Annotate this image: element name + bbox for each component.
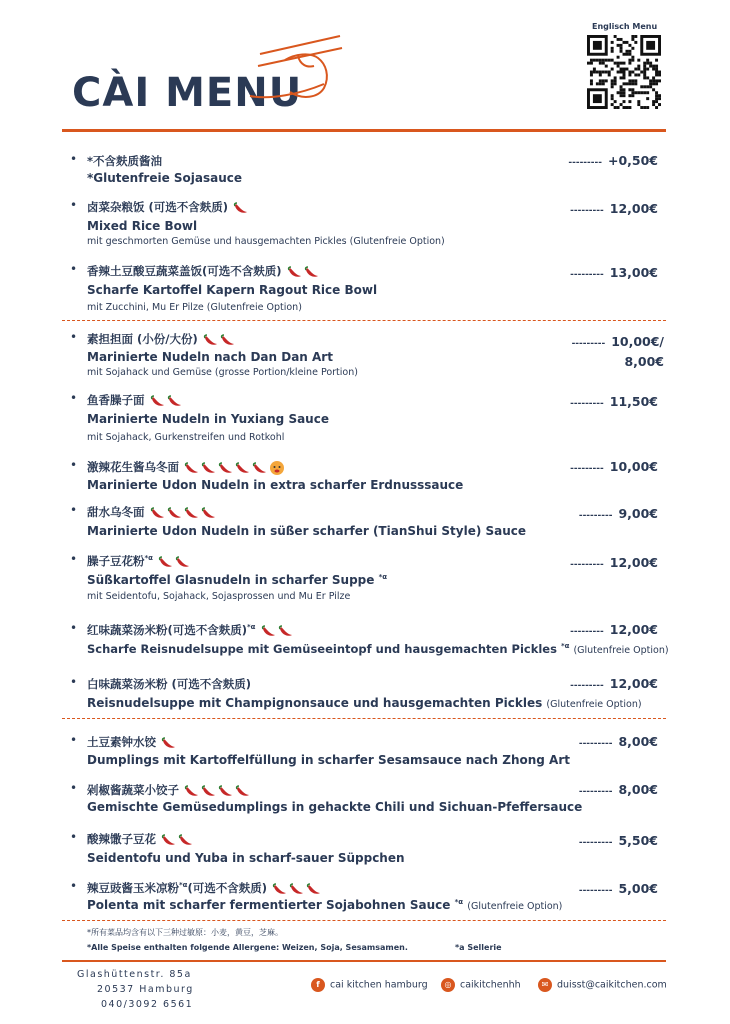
item-name-de [87,898,562,912]
chili-icon [184,785,200,797]
item-name-de [87,696,642,710]
chili-icon [235,785,251,797]
item-name-de-text: Marinierte Nudeln in Yuxiang Sauce [87,412,329,426]
chili-icon [203,334,219,346]
chili-icon [220,334,236,346]
allergen-note-de: *Alle Speise enthalten folgende Allergene: Weizen, Soja, Sesamsamen. [87,943,408,952]
item-name-zh [87,199,249,215]
item-name-de-text: Polenta mit scharfer fermentierter Sojabohnen Sauce [87,898,451,912]
allergen-mark: *α [378,573,388,581]
item-name-de [87,642,669,656]
item-name-de [87,800,582,814]
item-price [579,881,658,896]
item-name-de [87,219,197,233]
item-description: mit geschmorten Gemüse und hausgemachten Pickles (Glutenfreie Option) [87,236,445,247]
item-bullet: • [70,458,78,472]
item-name-zh [87,676,251,692]
footer-divider [62,960,666,962]
hot-face-emoji-icon [269,460,285,476]
item-description: mit Sojahack und Gemüse (grosse Portion/kleine Portion) [87,367,358,378]
item-bullet: • [70,621,78,635]
chili-icon [272,883,288,895]
instagram-label: caikitchenhh [460,979,521,991]
chili-icon [287,266,303,278]
price-leader: --------- [571,339,606,349]
chili-icon [201,507,217,519]
item-price [579,734,658,749]
item-price [568,153,658,168]
price-leader: --------- [570,464,604,474]
item-name-de-text: Seidentofu und Yuba in scharf-sauer Süppchen [87,851,405,865]
price-leader: --------- [570,627,604,637]
item-name-de [87,478,463,492]
facebook-label: cai kitchen hamburg [330,979,428,991]
chili-icon [178,834,194,846]
item-description: mit Zucchini, Mu Er Pilze (Glutenfreie Option) [87,302,302,313]
item-name-zh [87,153,162,169]
item-description: mit Sojahack, Gurkenstreifen und Rotkohl [87,432,285,443]
allergen-mark: *α [454,898,464,906]
item-bullet: • [70,391,78,405]
chili-icon [306,883,322,895]
chili-icon [167,395,183,407]
item-price [570,459,658,474]
qr-code-icon[interactable] [587,35,661,109]
item-price [570,201,658,216]
item-price-value: 8,00€ [618,734,658,749]
item-name-zh-text: 酸辣馓子豆花 [87,832,156,846]
item-name-zh-text: 土豆素钟水饺 [87,735,156,749]
item-name-zh [87,331,236,347]
item-name-zh-text: *不含麸质酱油 [87,154,163,168]
item-bullet: • [70,781,78,795]
chili-icon [304,266,320,278]
item-bullet: • [70,262,78,276]
item-name-zh-text: 甜水乌冬面 [87,505,145,519]
email-link[interactable] [538,978,667,992]
chili-icon [184,462,200,474]
item-name-de-text: Marinierte Udon Nudeln in extra scharfer Erdnusssauce [87,478,464,492]
item-price-value: 12,00€ [609,555,658,570]
item-name-de-text: Süßkartoffel Glasnudeln in scharfer Suppe [87,573,375,587]
item-name-zh-text: 臊子豆花粉 [87,554,145,568]
item-name-de-text: Marinierte Nudeln nach Dan Dan Art [87,350,333,364]
section-divider [62,920,666,921]
allergen-note-zh: *所有菜品均含有以下三种过敏原：小麦，黄豆，芝麻。 [87,928,283,937]
address-street: Glashüttenstr. 85a [77,969,192,980]
item-bullet: • [70,830,78,844]
item-price [572,333,664,371]
instagram-icon: ◎ [441,978,455,992]
item-name-de-text: Mixed Rice Bowl [87,219,198,233]
item-price-value: 8,00€ [618,782,658,797]
item-name-zh [87,831,194,847]
item-name-zh-text: 素担担面 (小份/大份) [87,332,198,346]
allergen-mark: *α [560,642,570,651]
item-price [570,622,658,637]
chili-icon [150,395,166,407]
item-name-zh-text: 红味蔬菜汤米粉(可选不含麸质) [87,623,248,637]
item-name-de [87,851,405,865]
chili-icon [201,785,217,797]
item-price-value: 12,00€ [609,676,658,691]
item-price-value: 11,50€ [609,394,658,409]
item-name-zh-text: 辣豆豉酱玉米凉粉 [87,881,179,895]
item-name-de [87,350,333,364]
allergen-mark: *α [247,623,256,632]
email-label: duisst@caikitchen.com [557,979,667,991]
chopsticks-hand-icon [240,34,350,104]
email-icon: ✉ [538,978,552,992]
item-name-zh [87,622,294,638]
item-bullet: • [70,675,78,689]
item-price-value: 12,00€ [609,622,658,637]
chili-icon [218,785,234,797]
chili-icon [167,507,183,519]
item-name-zh-tail: (可选不含麸质) [187,881,267,895]
chili-icon [158,556,174,568]
item-name-de-text: Scharfe Kartoffel Kapern Ragout Rice Bowl [87,283,378,297]
facebook-link[interactable] [311,978,428,992]
item-name-zh [87,263,320,279]
item-name-de-text: Dumplings mit Kartoffelfüllung in scharfer Sesamsauce nach Zhong Art [87,753,570,767]
chili-icon [150,507,166,519]
item-name-de [87,753,570,767]
item-price [570,265,658,280]
address-city: 20537 Hamburg [97,984,194,995]
item-name-zh-text: 香辣土豆酸豆蔬菜盖饭(可选不含麸质) [87,264,282,278]
allergen-mark: *α [179,881,188,890]
price-leader: --------- [578,739,613,749]
item-name-zh [87,553,191,569]
chili-icon [278,625,294,637]
price-leader: --------- [578,886,613,896]
item-name-zh [87,504,217,520]
item-price-value: 9,00€ [618,506,658,521]
logo-text: CÀI MENU [72,70,303,116]
item-name-de [87,283,377,297]
price-leader: --------- [570,270,604,280]
item-description: mit Seidentofu, Sojahack, Sojasprossen und Mu Er Pilze [87,591,351,602]
item-name-zh [87,459,285,476]
item-name-de-text: Gemischte Gemüsedumplings in gehackte Chili und Sichuan-Pfeffersauce [87,800,583,814]
item-name-zh-text: 白味蔬菜汤米粉 (可选不含麸质) [87,677,252,691]
phone-number: 040/3092 6561 [101,999,194,1010]
chili-icon [161,834,177,846]
item-price-value: 5,50€ [618,833,658,848]
price-leader: --------- [570,399,604,409]
gluten-free-note: (Glutenfreie Option) [467,901,563,912]
item-price-value: 5,00€ [618,881,658,896]
item-price [579,782,658,797]
allergen-mark: *α [144,554,153,563]
gluten-free-note: (Glutenfreie Option) [573,645,669,656]
item-price-value: 10,00€/ [611,334,664,349]
item-name-zh [87,880,322,896]
price-leader: --------- [570,206,604,216]
item-name-de [87,412,329,426]
item-bullet: • [70,879,78,893]
item-price-value: 13,00€ [609,265,658,280]
item-name-de-text: Reisnudelsuppe mit Champignonsauce und hausgemachten Pickles [87,696,543,710]
item-bullet: • [70,552,78,566]
item-name-de-text: Scharfe Reisnudelsuppe mit Gemüseeintopf und hausgemachten Pickles [87,642,557,656]
item-name-zh-text: 剁椒酱蔬菜小饺子 [87,783,179,797]
item-bullet: • [70,330,78,344]
chili-icon [201,462,217,474]
header-divider [62,129,666,132]
price-leader: --------- [578,787,613,797]
item-bullet: • [70,198,78,212]
chili-icon [218,462,234,474]
instagram-link[interactable] [441,978,521,992]
item-name-de [87,524,526,538]
facebook-icon: f [311,978,325,992]
item-bullet: • [70,503,78,517]
price-leader: --------- [570,681,604,691]
item-name-de [87,573,387,587]
chili-icon [289,883,305,895]
item-price-value-small: 8,00€ [624,354,664,369]
item-price [579,833,658,848]
qr-label: Englisch Menu [592,22,658,31]
price-leader: --------- [578,838,613,848]
item-name-de-text: *Glutenfreie Sojasauce [87,171,243,185]
celery-note: *a Sellerie [455,943,502,952]
item-name-zh-text: 鱼香臊子面 [87,393,145,407]
chili-icon [175,556,191,568]
item-name-de [87,171,242,185]
item-name-zh-text: 卤菜杂粮饭 (可选不含麸质) [87,200,229,214]
item-bullet: • [70,733,78,747]
price-leader: --------- [570,560,604,570]
item-bullet: • [70,152,78,166]
item-price [570,555,658,570]
chili-icon [252,462,268,474]
chili-icon [235,462,251,474]
chili-icon [261,625,277,637]
item-price [579,506,658,521]
item-name-zh [87,392,183,408]
item-name-zh-text: 激辣花生酱乌冬面 [87,460,179,474]
item-name-zh [87,782,251,798]
item-name-de-text: Marinierte Udon Nudeln in süßer scharfer (TianShui Style) Sauce [87,524,527,538]
item-price [570,394,658,409]
item-price-value: 12,00€ [609,201,658,216]
chili-icon [184,507,200,519]
section-divider [62,718,666,719]
item-name-zh [87,734,177,750]
price-leader: --------- [578,511,613,521]
section-divider [62,320,666,321]
chili-icon [161,737,177,749]
gluten-free-note: (Glutenfreie Option) [546,699,642,710]
price-leader: --------- [568,158,602,168]
chili-icon [233,202,249,214]
item-price [570,676,658,691]
item-price-value: +0,50€ [607,153,658,168]
item-price-value: 10,00€ [609,459,658,474]
